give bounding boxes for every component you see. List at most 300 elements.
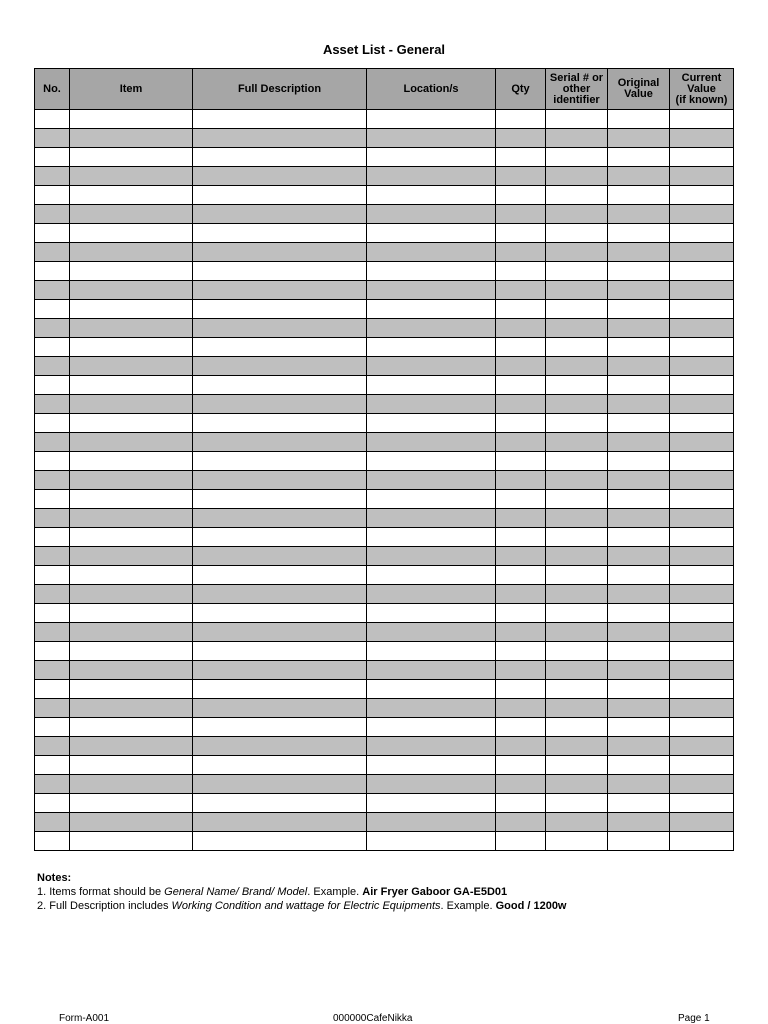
- table-cell[interactable]: [608, 680, 670, 699]
- table-cell[interactable]: [367, 604, 496, 623]
- table-cell[interactable]: [670, 471, 734, 490]
- table-cell[interactable]: [546, 338, 608, 357]
- table-cell[interactable]: [496, 452, 546, 471]
- table-cell[interactable]: [70, 566, 193, 585]
- table-cell[interactable]: [608, 395, 670, 414]
- table-cell[interactable]: [70, 224, 193, 243]
- table-cell[interactable]: [496, 813, 546, 832]
- table-cell[interactable]: [546, 832, 608, 851]
- table-cell[interactable]: [546, 623, 608, 642]
- table-cell[interactable]: [670, 129, 734, 148]
- table-cell[interactable]: [670, 775, 734, 794]
- table-cell[interactable]: [608, 509, 670, 528]
- table-cell[interactable]: [367, 718, 496, 737]
- table-cell[interactable]: [496, 775, 546, 794]
- table-cell[interactable]: [35, 718, 70, 737]
- table-cell[interactable]: [35, 243, 70, 262]
- table-cell[interactable]: [546, 661, 608, 680]
- table-cell[interactable]: [35, 737, 70, 756]
- table-cell[interactable]: [608, 756, 670, 775]
- table-cell[interactable]: [70, 718, 193, 737]
- table-cell[interactable]: [670, 509, 734, 528]
- table-cell[interactable]: [367, 319, 496, 338]
- table-cell[interactable]: [367, 414, 496, 433]
- table-cell[interactable]: [670, 756, 734, 775]
- table-cell[interactable]: [70, 205, 193, 224]
- table-cell[interactable]: [367, 357, 496, 376]
- table-cell[interactable]: [546, 775, 608, 794]
- table-cell[interactable]: [193, 338, 367, 357]
- table-cell[interactable]: [608, 471, 670, 490]
- table-cell[interactable]: [608, 414, 670, 433]
- table-cell[interactable]: [70, 414, 193, 433]
- table-cell[interactable]: [608, 737, 670, 756]
- table-cell[interactable]: [35, 794, 70, 813]
- table-cell[interactable]: [608, 167, 670, 186]
- table-cell[interactable]: [367, 167, 496, 186]
- table-cell[interactable]: [70, 794, 193, 813]
- table-cell[interactable]: [670, 623, 734, 642]
- table-cell[interactable]: [35, 471, 70, 490]
- table-cell[interactable]: [70, 737, 193, 756]
- table-cell[interactable]: [496, 167, 546, 186]
- table-cell[interactable]: [496, 281, 546, 300]
- table-cell[interactable]: [608, 243, 670, 262]
- table-cell[interactable]: [35, 566, 70, 585]
- table-cell[interactable]: [367, 471, 496, 490]
- table-cell[interactable]: [193, 699, 367, 718]
- table-cell[interactable]: [608, 224, 670, 243]
- table-cell[interactable]: [70, 148, 193, 167]
- table-cell[interactable]: [546, 718, 608, 737]
- table-cell[interactable]: [546, 129, 608, 148]
- table-cell[interactable]: [608, 566, 670, 585]
- table-cell[interactable]: [608, 319, 670, 338]
- table-cell[interactable]: [670, 433, 734, 452]
- table-cell[interactable]: [546, 262, 608, 281]
- table-cell[interactable]: [608, 813, 670, 832]
- table-cell[interactable]: [546, 433, 608, 452]
- table-cell[interactable]: [670, 737, 734, 756]
- table-cell[interactable]: [608, 300, 670, 319]
- table-cell[interactable]: [367, 224, 496, 243]
- table-cell[interactable]: [35, 756, 70, 775]
- table-cell[interactable]: [70, 319, 193, 338]
- table-cell[interactable]: [367, 433, 496, 452]
- table-cell[interactable]: [496, 661, 546, 680]
- table-cell[interactable]: [35, 281, 70, 300]
- table-cell[interactable]: [70, 585, 193, 604]
- table-cell[interactable]: [70, 699, 193, 718]
- table-cell[interactable]: [193, 357, 367, 376]
- table-cell[interactable]: [546, 737, 608, 756]
- table-cell[interactable]: [670, 794, 734, 813]
- table-cell[interactable]: [35, 433, 70, 452]
- table-cell[interactable]: [193, 737, 367, 756]
- table-cell[interactable]: [608, 129, 670, 148]
- table-cell[interactable]: [367, 566, 496, 585]
- table-cell[interactable]: [367, 756, 496, 775]
- table-cell[interactable]: [35, 528, 70, 547]
- table-cell[interactable]: [35, 623, 70, 642]
- table-cell[interactable]: [193, 509, 367, 528]
- table-cell[interactable]: [367, 585, 496, 604]
- table-cell[interactable]: [70, 262, 193, 281]
- table-cell[interactable]: [193, 566, 367, 585]
- table-cell[interactable]: [70, 186, 193, 205]
- table-cell[interactable]: [367, 737, 496, 756]
- table-cell[interactable]: [70, 300, 193, 319]
- table-cell[interactable]: [193, 471, 367, 490]
- table-cell[interactable]: [546, 110, 608, 129]
- table-cell[interactable]: [35, 129, 70, 148]
- table-cell[interactable]: [670, 547, 734, 566]
- table-cell[interactable]: [496, 680, 546, 699]
- table-cell[interactable]: [35, 452, 70, 471]
- table-cell[interactable]: [35, 547, 70, 566]
- table-cell[interactable]: [70, 813, 193, 832]
- table-cell[interactable]: [193, 813, 367, 832]
- table-cell[interactable]: [496, 319, 546, 338]
- table-cell[interactable]: [70, 832, 193, 851]
- table-cell[interactable]: [546, 186, 608, 205]
- table-cell[interactable]: [70, 775, 193, 794]
- table-cell[interactable]: [193, 490, 367, 509]
- table-cell[interactable]: [546, 281, 608, 300]
- table-cell[interactable]: [367, 148, 496, 167]
- table-cell[interactable]: [70, 623, 193, 642]
- table-cell[interactable]: [70, 604, 193, 623]
- table-cell[interactable]: [193, 148, 367, 167]
- table-cell[interactable]: [367, 813, 496, 832]
- table-cell[interactable]: [367, 452, 496, 471]
- table-cell[interactable]: [35, 775, 70, 794]
- table-cell[interactable]: [546, 300, 608, 319]
- table-cell[interactable]: [35, 490, 70, 509]
- table-cell[interactable]: [496, 794, 546, 813]
- table-cell[interactable]: [546, 642, 608, 661]
- table-cell[interactable]: [496, 243, 546, 262]
- table-cell[interactable]: [35, 699, 70, 718]
- table-cell[interactable]: [608, 585, 670, 604]
- table-cell[interactable]: [496, 129, 546, 148]
- table-cell[interactable]: [193, 243, 367, 262]
- table-cell[interactable]: [35, 110, 70, 129]
- table-cell[interactable]: [496, 433, 546, 452]
- table-cell[interactable]: [608, 528, 670, 547]
- table-cell[interactable]: [193, 224, 367, 243]
- table-cell[interactable]: [193, 281, 367, 300]
- table-cell[interactable]: [70, 490, 193, 509]
- table-cell[interactable]: [35, 832, 70, 851]
- table-cell[interactable]: [670, 110, 734, 129]
- table-cell[interactable]: [670, 832, 734, 851]
- table-cell[interactable]: [670, 699, 734, 718]
- table-cell[interactable]: [670, 376, 734, 395]
- table-cell[interactable]: [496, 224, 546, 243]
- table-cell[interactable]: [608, 452, 670, 471]
- table-cell[interactable]: [367, 680, 496, 699]
- table-cell[interactable]: [70, 167, 193, 186]
- table-cell[interactable]: [608, 490, 670, 509]
- table-cell[interactable]: [193, 167, 367, 186]
- table-cell[interactable]: [546, 794, 608, 813]
- table-cell[interactable]: [608, 262, 670, 281]
- table-cell[interactable]: [367, 129, 496, 148]
- table-cell[interactable]: [193, 205, 367, 224]
- table-cell[interactable]: [496, 110, 546, 129]
- table-cell[interactable]: [608, 433, 670, 452]
- table-cell[interactable]: [608, 775, 670, 794]
- table-cell[interactable]: [670, 281, 734, 300]
- table-cell[interactable]: [608, 623, 670, 642]
- table-cell[interactable]: [608, 547, 670, 566]
- table-cell[interactable]: [546, 813, 608, 832]
- table-cell[interactable]: [70, 376, 193, 395]
- table-cell[interactable]: [70, 281, 193, 300]
- table-cell[interactable]: [193, 642, 367, 661]
- table-cell[interactable]: [193, 300, 367, 319]
- table-cell[interactable]: [367, 205, 496, 224]
- table-cell[interactable]: [35, 224, 70, 243]
- table-cell[interactable]: [546, 680, 608, 699]
- table-cell[interactable]: [496, 148, 546, 167]
- table-cell[interactable]: [70, 661, 193, 680]
- table-cell[interactable]: [367, 775, 496, 794]
- table-cell[interactable]: [608, 832, 670, 851]
- table-cell[interactable]: [608, 338, 670, 357]
- table-cell[interactable]: [70, 129, 193, 148]
- table-cell[interactable]: [193, 433, 367, 452]
- table-cell[interactable]: [70, 395, 193, 414]
- table-cell[interactable]: [35, 414, 70, 433]
- table-cell[interactable]: [367, 490, 496, 509]
- table-cell[interactable]: [496, 414, 546, 433]
- table-cell[interactable]: [546, 395, 608, 414]
- table-cell[interactable]: [193, 376, 367, 395]
- table-cell[interactable]: [670, 243, 734, 262]
- table-cell[interactable]: [546, 699, 608, 718]
- table-cell[interactable]: [546, 167, 608, 186]
- table-cell[interactable]: [670, 452, 734, 471]
- table-cell[interactable]: [546, 205, 608, 224]
- table-cell[interactable]: [608, 604, 670, 623]
- table-cell[interactable]: [670, 338, 734, 357]
- table-cell[interactable]: [193, 661, 367, 680]
- table-cell[interactable]: [70, 756, 193, 775]
- table-cell[interactable]: [193, 528, 367, 547]
- table-cell[interactable]: [546, 148, 608, 167]
- table-cell[interactable]: [193, 129, 367, 148]
- table-cell[interactable]: [608, 357, 670, 376]
- table-cell[interactable]: [367, 262, 496, 281]
- table-cell[interactable]: [193, 775, 367, 794]
- table-cell[interactable]: [608, 661, 670, 680]
- table-cell[interactable]: [546, 471, 608, 490]
- table-cell[interactable]: [70, 642, 193, 661]
- table-cell[interactable]: [367, 300, 496, 319]
- table-cell[interactable]: [546, 376, 608, 395]
- table-cell[interactable]: [367, 832, 496, 851]
- table-cell[interactable]: [670, 414, 734, 433]
- table-cell[interactable]: [496, 262, 546, 281]
- table-cell[interactable]: [608, 281, 670, 300]
- table-cell[interactable]: [670, 680, 734, 699]
- table-cell[interactable]: [546, 756, 608, 775]
- table-cell[interactable]: [35, 262, 70, 281]
- table-cell[interactable]: [496, 471, 546, 490]
- table-cell[interactable]: [70, 243, 193, 262]
- table-cell[interactable]: [367, 281, 496, 300]
- table-cell[interactable]: [496, 357, 546, 376]
- table-cell[interactable]: [496, 205, 546, 224]
- table-cell[interactable]: [35, 167, 70, 186]
- table-cell[interactable]: [608, 110, 670, 129]
- table-cell[interactable]: [546, 319, 608, 338]
- table-cell[interactable]: [670, 167, 734, 186]
- table-cell[interactable]: [367, 186, 496, 205]
- table-cell[interactable]: [670, 566, 734, 585]
- table-cell[interactable]: [193, 680, 367, 699]
- table-cell[interactable]: [670, 148, 734, 167]
- table-cell[interactable]: [193, 832, 367, 851]
- table-cell[interactable]: [367, 661, 496, 680]
- table-cell[interactable]: [193, 452, 367, 471]
- table-cell[interactable]: [608, 642, 670, 661]
- table-cell[interactable]: [670, 585, 734, 604]
- table-cell[interactable]: [670, 186, 734, 205]
- table-cell[interactable]: [35, 376, 70, 395]
- table-cell[interactable]: [546, 224, 608, 243]
- table-cell[interactable]: [670, 490, 734, 509]
- table-cell[interactable]: [193, 414, 367, 433]
- table-cell[interactable]: [70, 680, 193, 699]
- table-cell[interactable]: [35, 813, 70, 832]
- table-cell[interactable]: [496, 623, 546, 642]
- table-cell[interactable]: [496, 490, 546, 509]
- table-cell[interactable]: [367, 509, 496, 528]
- table-cell[interactable]: [496, 604, 546, 623]
- table-cell[interactable]: [546, 509, 608, 528]
- table-cell[interactable]: [193, 262, 367, 281]
- table-cell[interactable]: [367, 794, 496, 813]
- table-cell[interactable]: [546, 452, 608, 471]
- table-cell[interactable]: [35, 186, 70, 205]
- table-cell[interactable]: [546, 414, 608, 433]
- table-cell[interactable]: [608, 794, 670, 813]
- table-cell[interactable]: [608, 376, 670, 395]
- table-cell[interactable]: [496, 832, 546, 851]
- table-cell[interactable]: [670, 319, 734, 338]
- table-cell[interactable]: [367, 528, 496, 547]
- table-cell[interactable]: [367, 547, 496, 566]
- table-cell[interactable]: [35, 509, 70, 528]
- table-cell[interactable]: [608, 205, 670, 224]
- table-cell[interactable]: [35, 585, 70, 604]
- table-cell[interactable]: [193, 794, 367, 813]
- table-cell[interactable]: [546, 566, 608, 585]
- table-cell[interactable]: [496, 509, 546, 528]
- table-cell[interactable]: [70, 509, 193, 528]
- table-cell[interactable]: [496, 547, 546, 566]
- table-cell[interactable]: [193, 718, 367, 737]
- table-cell[interactable]: [496, 395, 546, 414]
- table-cell[interactable]: [670, 262, 734, 281]
- table-cell[interactable]: [496, 585, 546, 604]
- table-cell[interactable]: [70, 471, 193, 490]
- table-cell[interactable]: [670, 813, 734, 832]
- table-cell[interactable]: [35, 205, 70, 224]
- table-cell[interactable]: [70, 338, 193, 357]
- table-cell[interactable]: [35, 604, 70, 623]
- table-cell[interactable]: [70, 357, 193, 376]
- table-cell[interactable]: [496, 338, 546, 357]
- table-cell[interactable]: [546, 547, 608, 566]
- table-cell[interactable]: [546, 585, 608, 604]
- table-cell[interactable]: [496, 186, 546, 205]
- table-cell[interactable]: [670, 642, 734, 661]
- table-cell[interactable]: [670, 718, 734, 737]
- table-cell[interactable]: [35, 661, 70, 680]
- table-cell[interactable]: [70, 547, 193, 566]
- table-cell[interactable]: [608, 148, 670, 167]
- table-cell[interactable]: [70, 110, 193, 129]
- table-cell[interactable]: [193, 110, 367, 129]
- table-cell[interactable]: [546, 357, 608, 376]
- table-cell[interactable]: [496, 642, 546, 661]
- table-cell[interactable]: [496, 566, 546, 585]
- table-cell[interactable]: [70, 528, 193, 547]
- table-cell[interactable]: [367, 376, 496, 395]
- table-cell[interactable]: [496, 699, 546, 718]
- table-cell[interactable]: [367, 110, 496, 129]
- table-cell[interactable]: [70, 452, 193, 471]
- table-cell[interactable]: [367, 642, 496, 661]
- table-cell[interactable]: [35, 338, 70, 357]
- table-cell[interactable]: [496, 300, 546, 319]
- table-cell[interactable]: [193, 547, 367, 566]
- table-cell[interactable]: [193, 395, 367, 414]
- table-cell[interactable]: [670, 661, 734, 680]
- table-cell[interactable]: [546, 243, 608, 262]
- table-cell[interactable]: [670, 528, 734, 547]
- table-cell[interactable]: [496, 376, 546, 395]
- table-cell[interactable]: [670, 357, 734, 376]
- table-cell[interactable]: [670, 300, 734, 319]
- table-cell[interactable]: [35, 642, 70, 661]
- table-cell[interactable]: [35, 680, 70, 699]
- table-cell[interactable]: [608, 699, 670, 718]
- table-cell[interactable]: [193, 756, 367, 775]
- table-cell[interactable]: [70, 433, 193, 452]
- table-cell[interactable]: [670, 205, 734, 224]
- table-cell[interactable]: [496, 756, 546, 775]
- table-cell[interactable]: [35, 395, 70, 414]
- table-cell[interactable]: [546, 490, 608, 509]
- table-cell[interactable]: [496, 718, 546, 737]
- table-cell[interactable]: [367, 699, 496, 718]
- table-cell[interactable]: [608, 718, 670, 737]
- table-cell[interactable]: [670, 224, 734, 243]
- table-cell[interactable]: [35, 148, 70, 167]
- table-cell[interactable]: [546, 528, 608, 547]
- table-cell[interactable]: [608, 186, 670, 205]
- table-cell[interactable]: [193, 319, 367, 338]
- table-cell[interactable]: [670, 395, 734, 414]
- table-cell[interactable]: [193, 604, 367, 623]
- table-cell[interactable]: [193, 186, 367, 205]
- table-cell[interactable]: [35, 300, 70, 319]
